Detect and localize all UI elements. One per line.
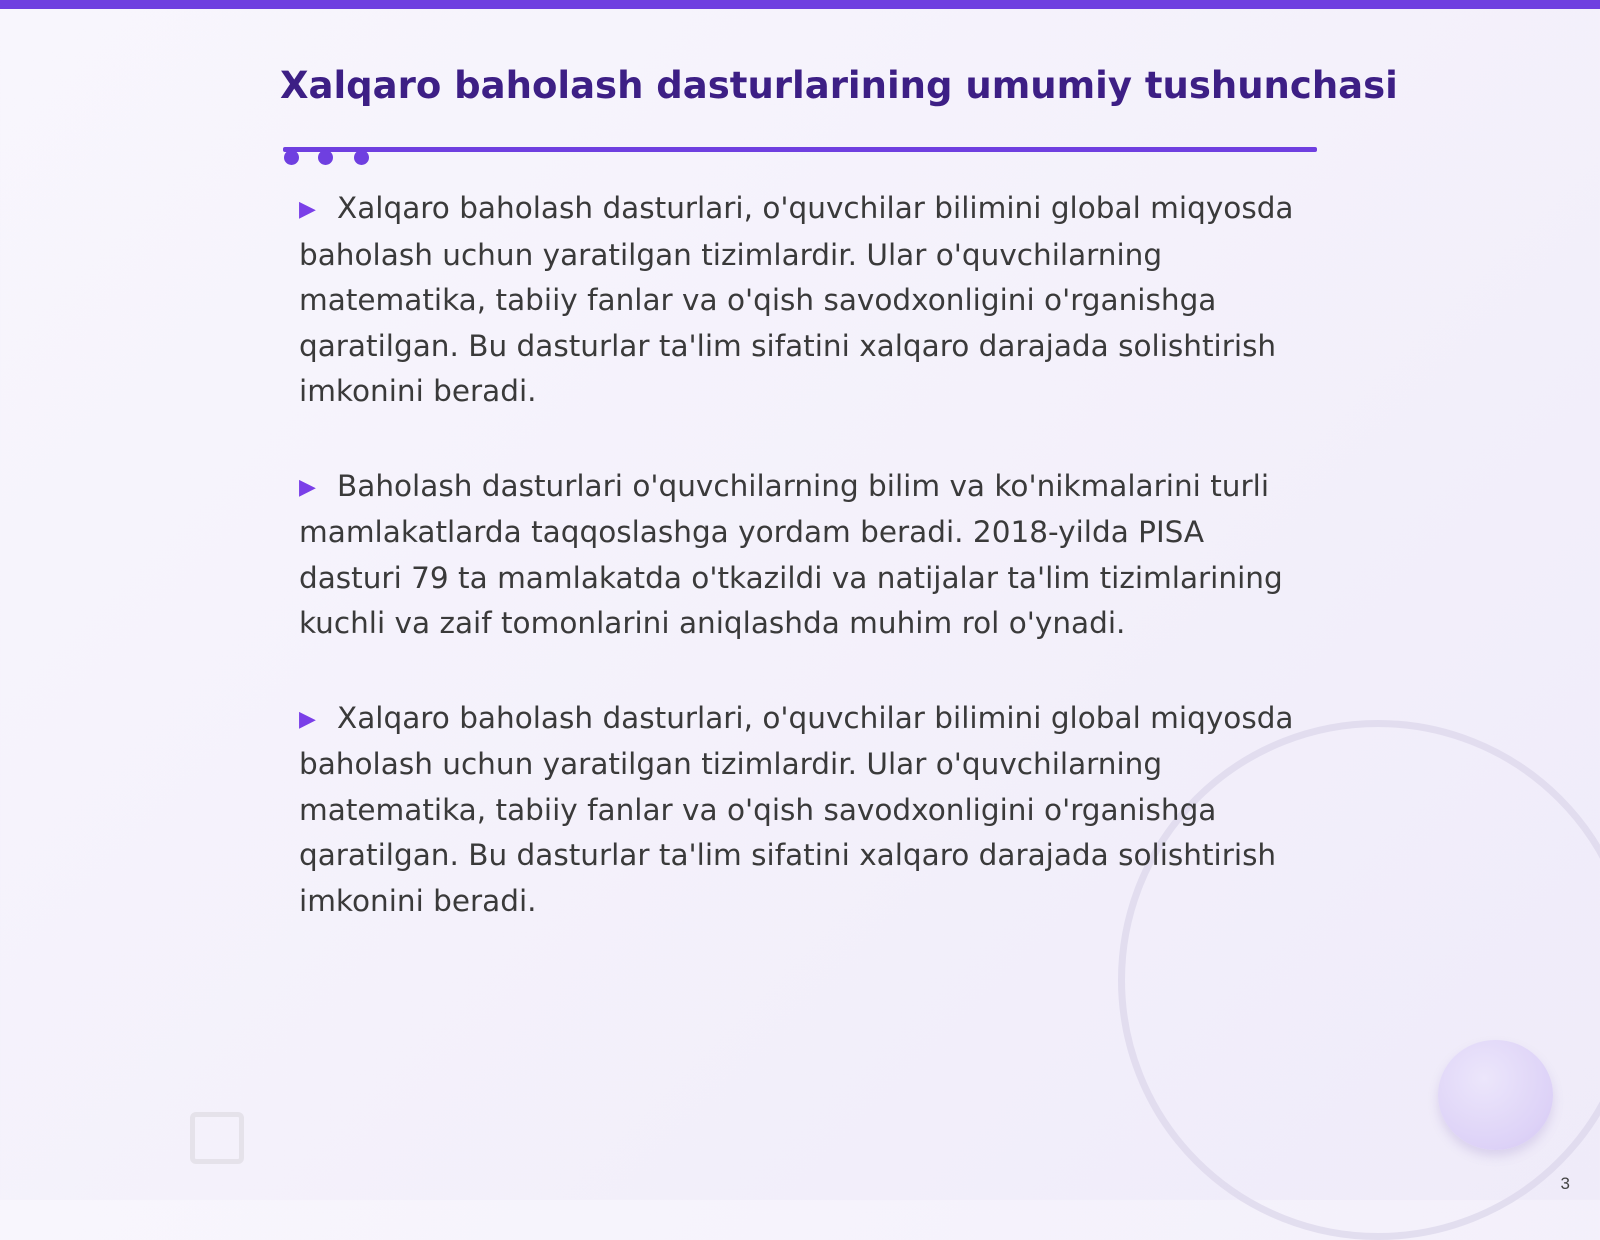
bullet-list <box>299 186 1309 973</box>
underline-dot <box>284 150 299 165</box>
triangle-bullet-icon: ▶ <box>299 197 316 222</box>
bullet-item <box>299 464 1309 647</box>
underline-dot <box>354 150 369 165</box>
underline-dot <box>318 150 333 165</box>
bullet-item <box>299 696 1309 925</box>
triangle-bullet-icon: ▶ <box>299 706 316 732</box>
title-underline <box>283 147 1317 152</box>
decorative-square <box>190 1112 244 1164</box>
top-accent-bar <box>0 0 1600 9</box>
bullet-text: Baholash dasturlari o'quvchilarning bilim va ko'nikmalarini turli mamlakatlarda taqqoslashga yordam beradi. 2018-yilda PISA dasturi 79 ta mamlakatda o'tkazildi va natijalar ta'lim tizimlarining kuchli va zaif tomonlarini aniqlashda muhim rol o'ynadi. <box>299 468 1283 640</box>
page-number: 3 <box>1560 1174 1570 1193</box>
triangle-bullet-icon: ▶ <box>299 474 316 500</box>
bullet-item <box>299 186 1309 415</box>
slide-title: Xalqaro baholash dasturlarining umumiy tushunchasi <box>280 64 1398 107</box>
bullet-text: Xalqaro baholash dasturlari, o'quvchilar bilimini global miqyosda baholash uchun yaratilgan tizimlardir. Ular o'quvchilarning matematika, tabiiy fanlar va o'qish savodxonligini o'rganishga qaratilgan. Bu dasturlar ta'lim sifatini xalqaro darajada solishtirish imkonini beradi. <box>299 700 1294 918</box>
decorative-bubble <box>1438 1040 1553 1150</box>
bullet-text: Xalqaro baholash dasturlari, o'quvchilar bilimini global miqyosda baholash uchun yaratilgan tizimlardir. Ular o'quvchilarning matematika, tabiiy fanlar va o'qish savodxonligini o'rganishga qaratilgan. Bu dasturlar ta'lim sifatini xalqaro darajada solishtirish imkonini beradi. <box>299 191 1294 408</box>
